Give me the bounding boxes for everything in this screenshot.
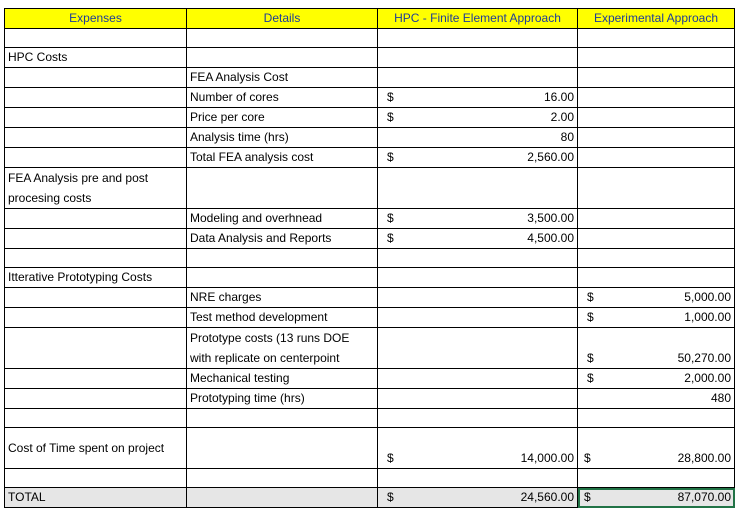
cell[interactable]	[187, 488, 378, 508]
cell[interactable]	[5, 369, 187, 389]
detail-fea-cost[interactable]: FEA Analysis Cost	[187, 68, 378, 88]
cell[interactable]	[578, 249, 735, 268]
amount: 16.00	[543, 90, 574, 104]
cell[interactable]	[378, 369, 578, 389]
cell[interactable]	[5, 328, 187, 369]
details-header[interactable]: Details	[187, 9, 378, 29]
exp-nre-value[interactable]	[578, 288, 735, 308]
cell[interactable]	[187, 428, 378, 469]
detail-data-analysis[interactable]: Data Analysis and Reports	[187, 229, 378, 249]
cell[interactable]	[5, 148, 187, 168]
cell[interactable]	[5, 128, 187, 148]
detail-prototype[interactable]: Prototype costs (13 runs DOE with replicate on centerpoint	[187, 328, 378, 369]
hpc-header[interactable]: HPC - Finite Element Approach	[378, 9, 578, 29]
currency-symbol: $	[587, 351, 594, 365]
cell[interactable]	[187, 48, 378, 68]
cell[interactable]	[5, 209, 187, 229]
hpc-time-cost-value[interactable]	[378, 428, 578, 469]
detail-cores[interactable]: Number of cores	[187, 88, 378, 108]
table-row	[5, 369, 735, 389]
cell[interactable]	[5, 29, 187, 48]
cell[interactable]	[578, 108, 735, 128]
cost-comparison-sheet	[4, 8, 735, 508]
amount: 1,000.00	[684, 310, 731, 324]
section-hpc-costs[interactable]: HPC Costs	[5, 48, 187, 68]
cell[interactable]	[187, 268, 378, 288]
exp-prototype-value[interactable]	[578, 328, 735, 369]
detail-analysis-time[interactable]: Analysis time (hrs)	[187, 128, 378, 148]
cell[interactable]	[578, 29, 735, 48]
table-row	[5, 308, 735, 328]
currency-symbol: $	[587, 371, 594, 385]
cell[interactable]	[5, 108, 187, 128]
cell[interactable]	[578, 68, 735, 88]
cell[interactable]	[378, 409, 578, 428]
table-row	[5, 128, 735, 148]
cell[interactable]	[5, 288, 187, 308]
section-fea-pre-post[interactable]: FEA Analysis pre and post procesing costs	[5, 168, 187, 209]
table-row	[5, 88, 735, 108]
cell[interactable]	[378, 68, 578, 88]
currency-symbol: $	[387, 211, 394, 225]
currency-symbol: $	[387, 231, 394, 245]
amount: 2,560.00	[527, 150, 574, 164]
header-row	[5, 9, 735, 29]
currency-symbol: $	[387, 90, 394, 104]
cell[interactable]	[378, 268, 578, 288]
cell[interactable]	[5, 249, 187, 268]
cell[interactable]	[378, 308, 578, 328]
hpc-data-analysis-value[interactable]	[378, 229, 578, 249]
table-row	[5, 328, 735, 369]
table-row	[5, 288, 735, 308]
amount: 3,500.00	[527, 211, 574, 225]
experimental-header[interactable]: Experimental Approach	[578, 9, 735, 29]
table-row	[5, 148, 735, 168]
cell[interactable]	[378, 469, 578, 488]
section-time-cost[interactable]: Cost of Time spent on project	[5, 428, 187, 469]
exp-total-value[interactable]	[578, 488, 735, 508]
section-prototyping[interactable]: Itterative Prototyping Costs	[5, 268, 187, 288]
cell[interactable]	[578, 48, 735, 68]
currency-symbol: $	[387, 490, 394, 504]
table-row	[5, 249, 735, 268]
hpc-total-fea-value[interactable]	[378, 148, 578, 168]
cell[interactable]	[5, 308, 187, 328]
detail-mech-testing[interactable]: Mechanical testing	[187, 369, 378, 389]
amount: 50,270.00	[677, 351, 731, 365]
amount: 87,070.00	[677, 490, 731, 504]
table-row	[5, 469, 735, 488]
cell[interactable]	[187, 29, 378, 48]
cell[interactable]	[578, 209, 735, 229]
currency-symbol: $	[584, 490, 591, 504]
cell[interactable]	[578, 168, 735, 209]
cell[interactable]	[378, 168, 578, 209]
cell[interactable]	[5, 229, 187, 249]
cell[interactable]	[578, 469, 735, 488]
table-row	[5, 29, 735, 48]
detail-modeling[interactable]: Modeling and overhnead	[187, 209, 378, 229]
amount: 4,500.00	[527, 231, 574, 245]
exp-time-cost-value[interactable]	[578, 428, 735, 469]
table-row	[5, 48, 735, 68]
exp-test-method-value[interactable]	[578, 308, 735, 328]
amount: 2.00	[550, 110, 574, 124]
currency-symbol: $	[387, 150, 394, 164]
cell[interactable]	[578, 409, 735, 428]
cell[interactable]	[5, 68, 187, 88]
table-row	[5, 268, 735, 288]
table-row	[5, 108, 735, 128]
table-row	[5, 428, 735, 469]
table-row	[5, 229, 735, 249]
cell[interactable]	[378, 249, 578, 268]
cell[interactable]	[578, 268, 735, 288]
detail-test-method[interactable]: Test method development	[187, 308, 378, 328]
table-row	[5, 68, 735, 88]
amount: 14,000.00	[520, 451, 574, 465]
cell[interactable]	[578, 88, 735, 108]
cell[interactable]	[5, 409, 187, 428]
hpc-total-value[interactable]	[378, 488, 578, 508]
cell[interactable]	[578, 229, 735, 249]
detail-price-core[interactable]: Price per core	[187, 108, 378, 128]
cell[interactable]	[187, 409, 378, 428]
currency-symbol: $	[587, 290, 594, 304]
detail-total-fea[interactable]: Total FEA analysis cost	[187, 148, 378, 168]
currency-symbol: $	[587, 310, 594, 324]
expenses-header[interactable]: Expenses	[5, 9, 187, 29]
table-row	[5, 389, 735, 409]
cell[interactable]	[578, 128, 735, 148]
exp-proto-time-value[interactable]: 480	[578, 389, 735, 409]
section-total[interactable]: TOTAL	[5, 488, 187, 508]
cell[interactable]	[378, 389, 578, 409]
cell[interactable]	[5, 88, 187, 108]
cell[interactable]	[5, 389, 187, 409]
currency-symbol: $	[387, 451, 394, 465]
cell[interactable]	[187, 469, 378, 488]
hpc-modeling-value[interactable]	[378, 209, 578, 229]
hpc-cores-value[interactable]	[378, 88, 578, 108]
currency-symbol: $	[584, 451, 591, 465]
amount: 28,800.00	[677, 451, 731, 465]
hpc-price-core-value[interactable]	[378, 108, 578, 128]
amount: 2,000.00	[684, 371, 731, 385]
total-row	[5, 488, 735, 508]
table-row	[5, 209, 735, 229]
exp-mech-testing-value[interactable]	[578, 369, 735, 389]
detail-proto-time[interactable]: Prototyping time (hrs)	[187, 389, 378, 409]
currency-symbol: $	[387, 110, 394, 124]
table-row	[5, 168, 735, 209]
hpc-analysis-time-value[interactable]: 80	[378, 128, 578, 148]
amount: 24,560.00	[520, 490, 574, 504]
cell[interactable]	[5, 469, 187, 488]
cell[interactable]	[378, 29, 578, 48]
amount: 5,000.00	[684, 290, 731, 304]
cell[interactable]	[187, 168, 378, 209]
cell[interactable]	[578, 148, 735, 168]
cell[interactable]	[378, 48, 578, 68]
table-row	[5, 409, 735, 428]
cell[interactable]	[378, 288, 578, 308]
cell[interactable]	[378, 328, 578, 369]
cell[interactable]	[187, 249, 378, 268]
detail-nre[interactable]: NRE charges	[187, 288, 378, 308]
